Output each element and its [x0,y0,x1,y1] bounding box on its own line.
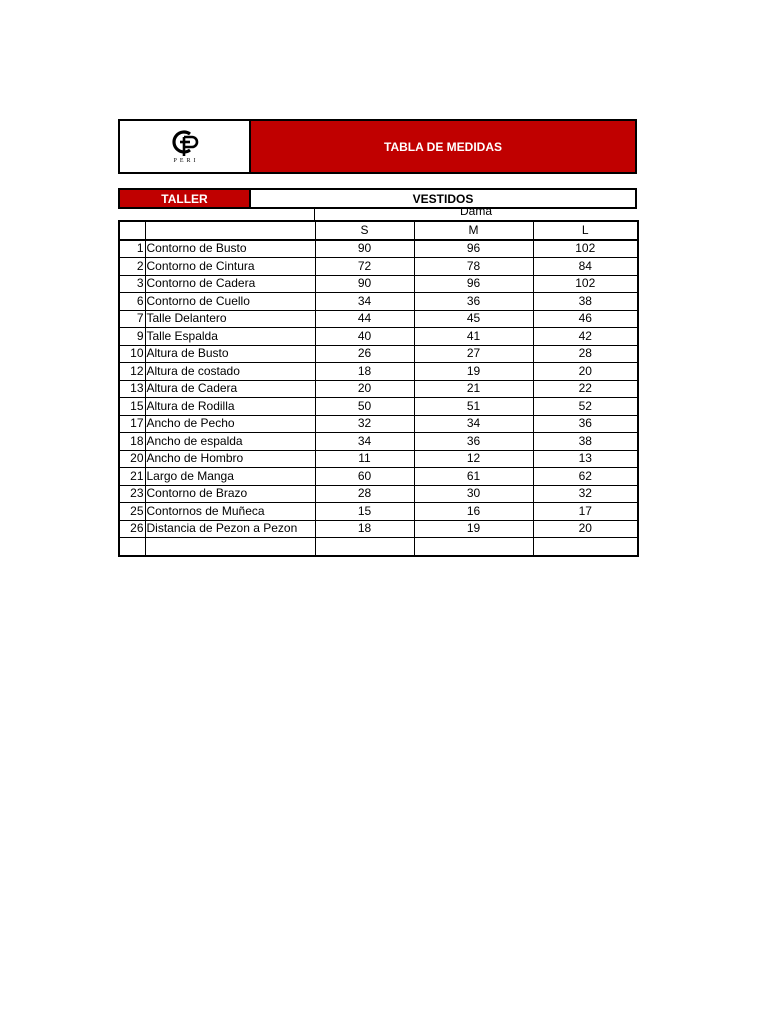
value-size-m: 27 [414,345,533,363]
value-size-s: 60 [315,468,414,486]
row-number: 9 [119,328,145,346]
measure-name: Distancia de Pezon a Pezon [145,520,315,538]
value-size-m: 78 [414,258,533,276]
table-row [119,415,638,433]
measure-name: Ancho de Hombro [145,450,315,468]
value-size-m: 45 [414,310,533,328]
gender-row [314,207,637,221]
value-size-s: 18 [315,520,414,538]
value-size-s: 34 [315,433,414,451]
garment-label: VESTIDOS [412,191,474,206]
row-number: 13 [119,380,145,398]
table-row [119,380,638,398]
value-size-m: 51 [414,398,533,416]
row-number: 12 [119,363,145,381]
table-row [119,450,638,468]
value-size-m: 12 [414,450,533,468]
measure-name: Contorno de Busto [145,240,315,258]
value-size-m: 41 [414,328,533,346]
value-size-l: 20 [533,363,638,381]
row-number: 21 [119,468,145,486]
table-row [119,485,638,503]
table-row [119,433,638,451]
value-size-m: 96 [414,275,533,293]
value-size-s: 90 [315,240,414,258]
table-row [119,328,638,346]
value-size-l: 22 [533,380,638,398]
value-size-l: 102 [533,275,638,293]
value-size-m: 21 [414,380,533,398]
row-number [119,538,145,556]
value-size-l: 36 [533,415,638,433]
measure-name: Contorno de Cadera [145,275,315,293]
table-row [119,398,638,416]
value-size-s: 72 [315,258,414,276]
value-size-l [533,538,638,556]
table-row [119,240,638,258]
table-row [119,363,638,381]
value-size-s: 11 [315,450,414,468]
value-size-s: 32 [315,415,414,433]
value-size-m: 19 [414,363,533,381]
value-size-l: 20 [533,520,638,538]
measure-name: Contorno de Cuello [145,293,315,311]
value-size-l: 38 [533,433,638,451]
row-number: 26 [119,520,145,538]
value-size-s: 50 [315,398,414,416]
section-label: TALLER [120,190,251,207]
row-number: 18 [119,433,145,451]
measurements-table [118,220,639,557]
row-number: 10 [119,345,145,363]
table-row [119,520,638,538]
value-size-s: 20 [315,380,414,398]
value-size-l: 38 [533,293,638,311]
table-row [119,345,638,363]
table-row [119,293,638,311]
value-size-l: 32 [533,485,638,503]
table-row [119,258,638,276]
value-size-s: 90 [315,275,414,293]
value-size-l: 52 [533,398,638,416]
value-size-s: 26 [315,345,414,363]
value-size-l: 84 [533,258,638,276]
measure-name: Contorno de Cintura [145,258,315,276]
table-row [119,310,638,328]
header-cell-size-l: L [533,221,638,240]
value-size-m: 96 [414,240,533,258]
table-header-row [119,221,638,240]
row-number: 2 [119,258,145,276]
row-number: 20 [119,450,145,468]
row-number: 25 [119,503,145,521]
row-number: 1 [119,240,145,258]
row-number: 7 [119,310,145,328]
gp-monogram-logo-icon [168,129,202,157]
value-size-s: 18 [315,363,414,381]
row-number: 15 [119,398,145,416]
measure-name: Talle Espalda [145,328,315,346]
value-size-s: 40 [315,328,414,346]
logo-caption: PERI [173,158,199,164]
table-row [119,468,638,486]
measure-name: Contornos de Muñeca [145,503,315,521]
row-number: 6 [119,293,145,311]
value-size-l: 62 [533,468,638,486]
gender-label: Dama [459,207,492,218]
header-cell-size-s: S [315,221,414,240]
value-size-l: 28 [533,345,638,363]
header-cell-size-m: M [414,221,533,240]
value-size-m: 30 [414,485,533,503]
header-cell-number [119,221,145,240]
value-size-m: 61 [414,468,533,486]
measure-name: Talle Delantero [145,310,315,328]
brand-logo [120,121,251,172]
row-number: 23 [119,485,145,503]
value-size-m: 19 [414,520,533,538]
measure-name [145,538,315,556]
value-size-s: 34 [315,293,414,311]
document-title: TABLA DE MEDIDAS [251,121,635,172]
value-size-m: 36 [414,293,533,311]
value-size-l: 46 [533,310,638,328]
table-row [119,503,638,521]
document-header [118,119,637,174]
value-size-m: 36 [414,433,533,451]
sub-header [118,188,637,209]
measure-name: Altura de Rodilla [145,398,315,416]
measure-name: Altura de Cadera [145,380,315,398]
table-row [119,275,638,293]
value-size-l: 102 [533,240,638,258]
measure-name: Ancho de espalda [145,433,315,451]
measure-name: Altura de Busto [145,345,315,363]
row-number: 17 [119,415,145,433]
header-cell-measure [145,221,315,240]
value-size-s: 28 [315,485,414,503]
measure-name: Largo de Manga [145,468,315,486]
value-size-s: 15 [315,503,414,521]
value-size-m [414,538,533,556]
value-size-m: 34 [414,415,533,433]
value-size-s [315,538,414,556]
table-row [119,538,638,556]
value-size-l: 13 [533,450,638,468]
row-number: 3 [119,275,145,293]
value-size-s: 44 [315,310,414,328]
measure-name: Ancho de Pecho [145,415,315,433]
value-size-l: 17 [533,503,638,521]
measure-name: Altura de costado [145,363,315,381]
measure-name: Contorno de Brazo [145,485,315,503]
value-size-l: 42 [533,328,638,346]
value-size-m: 16 [414,503,533,521]
